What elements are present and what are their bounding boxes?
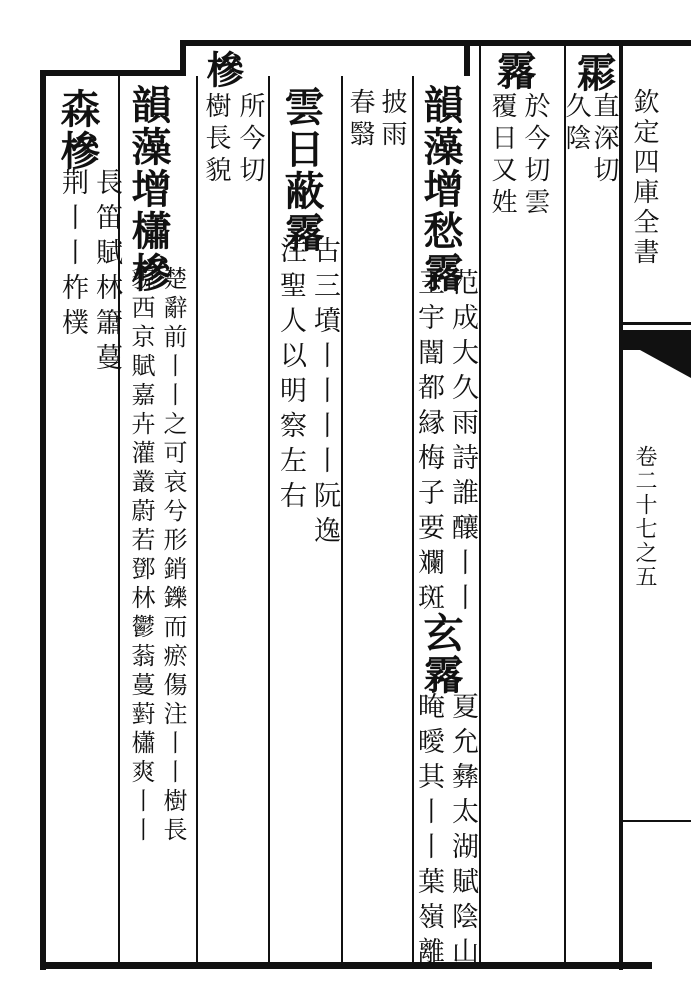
entry-headword: 槮 <box>200 50 245 90</box>
entry-citation: 楚辭前丨丨之可哀兮形銷鑠而瘀傷注丨丨樹長 <box>159 266 187 846</box>
frame-top-left <box>40 70 182 76</box>
entry-gloss: 直深切 <box>589 92 619 188</box>
frame-left-border <box>40 70 46 970</box>
entry-gloss: 於今切雲 <box>520 92 550 220</box>
entry-citation: 荆丨丨柞樸 <box>57 168 88 343</box>
entry-gloss: 所今切 <box>235 92 265 188</box>
entry-headword: 霦 <box>570 52 617 94</box>
column-divider <box>341 76 343 962</box>
frame-tab-step-left <box>180 40 186 76</box>
book-title: 欽定四庫全書 <box>629 88 659 268</box>
entry-gloss: 久陰 <box>561 92 591 156</box>
entry-headword: 韻藻增愁霿 <box>417 84 464 294</box>
frame-top-tab <box>182 40 477 46</box>
entry-citation: 古三墳丨丨丨丨阮逸 <box>309 236 340 551</box>
volume-label: 卷二十七之五 <box>632 445 657 589</box>
entry-headword: 雲日蔽霿 <box>278 86 325 254</box>
entry-citation: 長笛賦林簫蔓 <box>91 168 122 378</box>
entry-headword: 森槮 <box>54 88 101 172</box>
column-divider <box>564 46 566 962</box>
column-divider <box>196 76 198 962</box>
entry-citation: 玉宇闇都縁梅子要斕斑 <box>413 268 444 618</box>
frame-top-right <box>466 40 691 46</box>
entry-citation: 注聖人以明察左右 <box>275 236 306 516</box>
column-divider <box>479 46 481 962</box>
margin-fishtail-band <box>623 330 691 350</box>
entry-citation: 晻曖其丨丨葉嶺離 <box>413 692 444 972</box>
margin-upper-line <box>623 322 691 325</box>
entry-headword: 玄霿 <box>417 612 464 696</box>
margin-lower-line <box>623 820 691 822</box>
entry-gloss: 樹長貌 <box>201 92 231 188</box>
entry-gloss: 覆日又姓 <box>487 92 517 220</box>
entry-citation: 夏允彝太湖賦陰山 <box>447 692 478 972</box>
entry-headword: 霿 <box>490 50 537 92</box>
frame-right-border <box>619 40 623 970</box>
entry-citation: 范成大久雨詩誰釀丨丨 <box>447 268 478 618</box>
margin-fishtail-wedge <box>640 350 691 378</box>
entry-headword: 韻藻增櫹槮 <box>125 84 172 294</box>
entry-gloss: 披雨 <box>377 88 407 152</box>
entry-citation: 貌西京賦嘉卉灌叢蔚若鄧林鬱蓊蔓薱櫹爽丨丨 <box>127 266 155 846</box>
frame-bottom-border <box>40 962 652 969</box>
entry-gloss: 春翳 <box>345 88 375 152</box>
column-divider <box>268 76 270 962</box>
frame-tab-step-right <box>464 40 470 76</box>
